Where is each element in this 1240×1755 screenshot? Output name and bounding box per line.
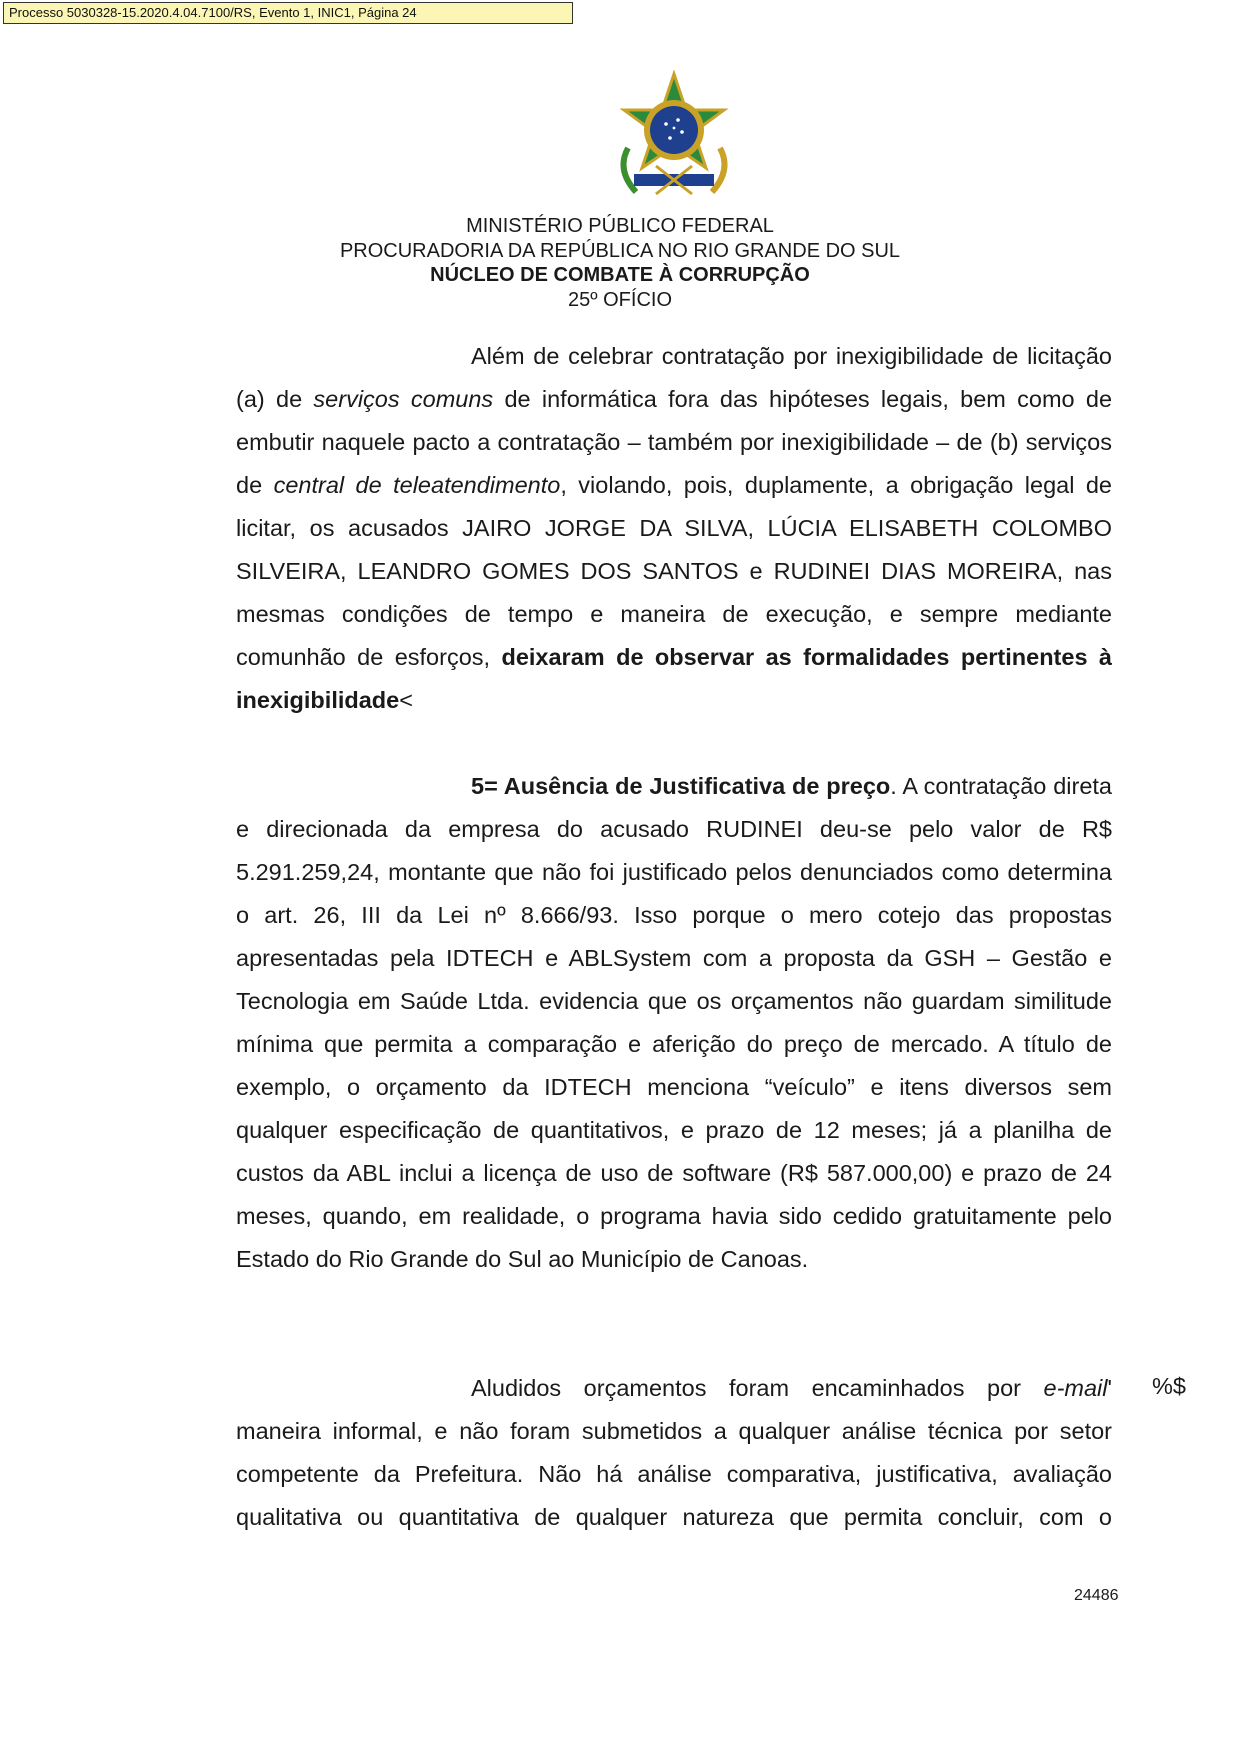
- p1-italic-central: central de teleatendimento: [273, 472, 561, 498]
- header-ministry: MINISTÉRIO PÚBLICO FEDERAL: [466, 215, 774, 237]
- p1-bold-conclusion: deixaram de observar as formalidades pertinentes à inexigibilidade: [236, 644, 1112, 713]
- p3-italic-email: e-mail: [1043, 1375, 1108, 1401]
- header-nucleo: NÚCLEO DE COMBATE À CORRUPÇÃO: [430, 264, 810, 286]
- p1-italic-servicos: serviços comuns: [313, 386, 494, 412]
- p3-text-a: Aludidos orçamentos foram encaminhados por: [471, 1375, 1044, 1401]
- margin-mark: %$: [1152, 1373, 1186, 1399]
- institution-header: [0, 214, 1240, 312]
- p3-text-b: ' maneira informal, e não foram submetidos a qualquer análise técnica por setor competente da Prefeitura. Não há análise comparativa, justificativa, avaliação qualitativa ou quantitativa de qualquer natureza que permita concluir, com o: [236, 1375, 1112, 1530]
- header-oficio: 25º OFÍCIO: [568, 288, 672, 311]
- p1-trailing-mark: <: [399, 687, 413, 713]
- p1-text-a: Além de celebrar contratação por inexigibilidade de licitação (a) de: [236, 343, 1112, 412]
- p2-text: . A contratação direta e direcionada da empresa do acusado RUDINEI deu-se pelo valor de R$ 5.291.259,24, montante que não foi justificado pelos denunciados como determina o art. 26, III da Lei nº 8.666/93. Isso porque o mero cotejo das propostas apresentadas pela IDTECH e ABLSystem com a proposta da GSH – Gestão e Tecnologia em Saúde Ltda. evidencia que os orçamentos não guardam similitude mínima que permita a comparação e aferição do preço de mercado. A título de exemplo, o orçamento da IDTECH menciona “veículo” e itens diversos sem qualquer especificação de quantitativos, e prazo de 12 meses; já a planilha de custos da ABL inclui a licença de uso de software (R$ 587.000,00) e prazo de 24 meses, quando, em realidade, o programa havia sido cedido gratuitamente pelo Estado do Rio Grande do Sul ao Município de Canoas.: [236, 773, 1112, 1272]
- paragraph-3: [236, 1367, 1112, 1539]
- p1-text-b: de informática fora das hipóteses legais, bem como de embutir naquele pacto a contratação – também por inexigibilidade – de (b) serviços de: [236, 386, 1113, 498]
- page-number: 24486: [1074, 1587, 1119, 1604]
- p1-text-c: , violando, pois, duplamente, a obrigação legal de licitar, os acusados JAIRO JORGE DA SILVA, LÚCIA ELISABETH COLOMBO SILVEIRA, LEANDRO GOMES DOS SANTOS e RUDINEI DIAS MOREIRA, nas mesmas condições de tempo e maneira de execução, e sempre mediante comunhão de esforços,: [236, 472, 1112, 670]
- brazil-coat-of-arms-emblem: [606, 70, 742, 204]
- header-procuradoria: PROCURADORIA DA REPÚBLICA NO RIO GRANDE DO SUL: [339, 239, 901, 262]
- process-stamp: Processo 5030328-15.2020.4.04.7100/RS, Evento 1, INIC1, Página 24: [3, 2, 573, 24]
- paragraph-1: [236, 335, 1112, 722]
- p2-bold-heading: 5= Ausência de Justificativa de preço: [471, 773, 891, 799]
- paragraph-2: [236, 765, 1112, 1281]
